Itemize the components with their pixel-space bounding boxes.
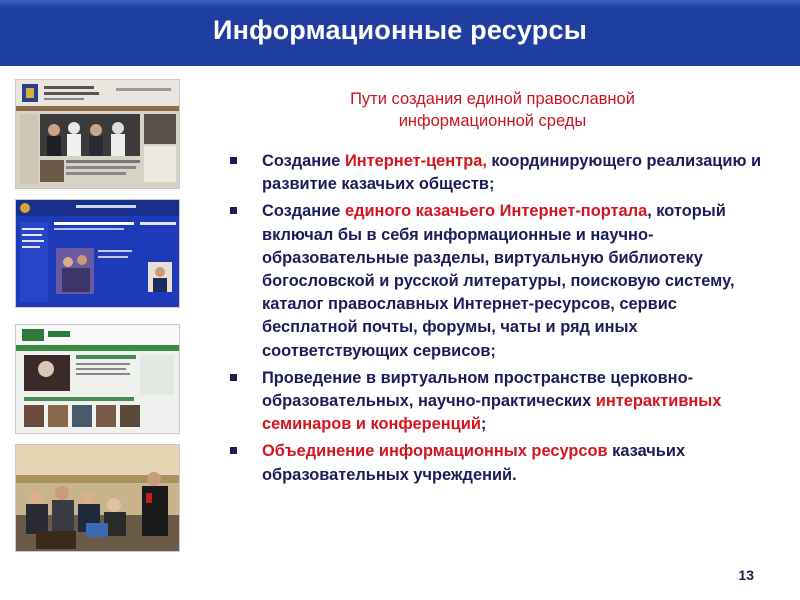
bullet-item [230,440,770,486]
bullet-text: Проведение в виртуальном пространстве церковно-образовательных, научно-практических [262,368,694,411]
title-bar-shine [0,0,800,8]
square-bullet-icon [230,447,237,454]
section-subtitle [240,88,745,132]
bullet-list [230,150,770,491]
bullet-highlight-text: интерактивных семинаров и конференций [262,392,722,434]
bullet-highlight-text: Интернет-центра, [344,152,487,170]
bullet-text: казачьих образовательных учреждений. [262,442,686,484]
bullet-highlight-text: Объединение информационных ресурсов [262,442,608,461]
square-bullet-icon [230,157,237,164]
square-bullet-icon [230,207,237,214]
bullet-text: Создание [262,152,345,170]
subtitle-line-1: Пути создания единой православной [350,90,635,108]
bullet-item [230,150,770,196]
bullet-item [230,367,770,437]
conference-photo [15,444,180,552]
bullet-text: координирующего реализацию и развитие казачьих обществ; [262,152,762,194]
bullet-text: ; [480,415,487,434]
bullet-item [230,200,770,362]
website-screenshot-image-3 [15,324,180,434]
bullet-text: Создание [262,202,345,221]
square-bullet-icon [230,374,237,381]
bullet-highlight-text: единого казачьего Интернет-портала [344,202,648,221]
bullet-text: , который включал бы в себя информационные и научно-образовательные разделы, виртуальную библиотеку богословской и русской литературы, поисковую систему, каталог православных Интернет-ресурсов, сервис бесплатной почты, форумы, чаты и ряд иных соответствующих сервисов; [262,202,735,360]
slide-title: Информационные ресурсы [213,15,587,45]
website-screenshot-image-2 [15,199,180,308]
page-number: 13 [738,567,754,583]
website-screenshot-image-1 [15,79,180,189]
title-bar [0,0,800,66]
subtitle-line-2: информационной среды [398,112,587,130]
